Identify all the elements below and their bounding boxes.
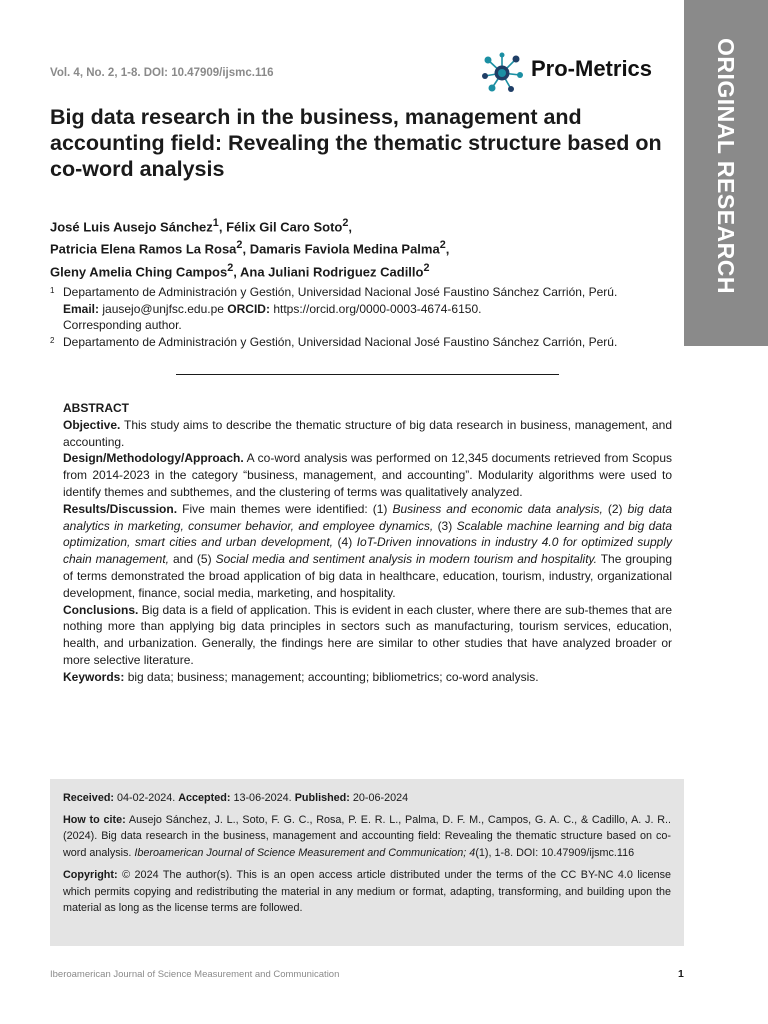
author-separator: ,	[233, 263, 241, 279]
published-date: 20-06-2024	[352, 792, 409, 804]
published-label: Published:	[294, 792, 350, 804]
article-info-box	[50, 779, 684, 946]
author-separator: ,	[445, 241, 450, 257]
results-rest: The grouping of terms demonstrated the broad application of big data in healthcare, education, tourism, industry, organizational development, finance, social media, marketing, and hospitality.	[63, 552, 673, 600]
design-label: Design/Methodology/Approach.	[63, 451, 244, 466]
abstract-conclusions	[63, 602, 672, 669]
side-tab	[684, 0, 768, 346]
author-affiliation-marker: 2	[227, 261, 234, 274]
author-affiliation-marker: 2	[423, 261, 430, 274]
theme-3: Scalable machine learning and big data optimization, smart cities and urban development,	[63, 518, 672, 550]
received-date: 04-02-2024.	[117, 792, 176, 804]
author-separator: ,	[218, 219, 227, 235]
design-text: A co-word analysis was performed on 12,345 documents retrieved from Scopus from 2014-2023 in the category “business, management, and accounting”. Modularity algorithms were used to identify themes and subthemes, and the clustering of terms was qualitatively analyzed.	[63, 451, 672, 499]
author-name: Ana Juliani Rodriguez Cadillo	[240, 263, 424, 279]
email-link[interactable]: jausejo@unjfsc.edu.pe	[102, 301, 224, 316]
cite-label: How to cite:	[63, 813, 126, 826]
copyright-label: Copyright:	[63, 868, 118, 881]
cite-journal: Iberoamerican Journal of Science Measurement and Communication; 4	[134, 847, 476, 860]
theme-4: IoT-Driven innovations in industry 4.0 for optimized supply chain management,	[63, 535, 672, 567]
received-label: Received:	[63, 792, 115, 804]
results-label: Results/Discussion.	[63, 501, 178, 516]
objective-label: Objective.	[63, 417, 121, 432]
affiliations	[50, 284, 675, 350]
orcid-label: ORCID:	[227, 301, 270, 316]
network-logo-icon	[479, 52, 525, 94]
keywords-label: Keywords:	[63, 669, 125, 684]
author-name: Gleny Amelia Ching Campos	[50, 263, 228, 279]
theme-5-prefix: and (5)	[172, 552, 212, 567]
affiliation-text: Departamento de Administración y Gestión, Universidad Nacional José Faustino Sánchez Carrión, Perú.	[63, 334, 618, 349]
accepted-label: Accepted:	[178, 792, 231, 804]
affiliation-2	[50, 334, 675, 351]
conclusions-label: Conclusions.	[63, 602, 139, 617]
copyright	[63, 867, 671, 917]
author-affiliation-marker: 2	[236, 239, 243, 252]
affiliation-marker: 2	[50, 335, 55, 345]
author-separator: ,	[242, 241, 250, 257]
abstract-heading: ABSTRACT	[63, 401, 129, 415]
conclusions-text: Big data is a field of application. This is evident in each cluster, where there are sub-themes that are nothing more than applying big data principles in sectors such as manufacturing, tourism services, education, health, and urbanization. Generally, the findings here are similar to other studies that have analyzed broader or more selective literature.	[63, 602, 672, 667]
theme-3-prefix: (3)	[437, 518, 453, 533]
affiliation-1	[50, 284, 675, 334]
author-name: Félix Gil Caro Soto	[226, 219, 343, 235]
accepted-date: 13-06-2024.	[233, 792, 292, 804]
email-label: Email:	[63, 301, 100, 316]
author-name: Patricia Elena Ramos La Rosa	[50, 241, 237, 257]
abstract-design	[63, 450, 672, 500]
corresponding-author-note: Corresponding author.	[63, 318, 182, 332]
cite-end[interactable]: (1), 1-8. DOI: 10.47909/ijsmc.116	[475, 847, 635, 860]
objective-text: This study aims to describe the thematic structure of big data research in business, management, and accounting.	[63, 417, 672, 449]
results-intro: Five main themes were identified: (1)	[182, 501, 388, 516]
author-affiliation-marker: 2	[342, 217, 349, 229]
theme-5: Social media and sentiment analysis in modern tourism and hospitality.	[215, 552, 597, 567]
abstract-results	[63, 501, 672, 602]
paper-title: Big data research in the business, management and accounting field: Revealing the thematic structure based on co-word analysis	[50, 105, 662, 181]
theme-1: Business and economic data analysis,	[392, 501, 603, 516]
theme-4-prefix: (4)	[337, 535, 353, 550]
separator-line	[176, 374, 559, 375]
orcid-link[interactable]: https://orcid.org/0000-0003-4674-6150.	[273, 301, 482, 316]
affiliation-marker: 1	[50, 286, 55, 295]
affiliation-text: Departamento de Administración y Gestión, Universidad Nacional José Faustino Sánchez Carrión, Perú.	[63, 285, 618, 299]
theme-2: big data analytics in marketing, consumer behavior, and employee dynamics,	[63, 501, 673, 533]
copyright-text: © 2024 The author(s). This is an open access article distributed under the terms of the CC BY-NC 4.0 license which permits copying and redistributing the material in any medium or format, adapting, transforming, and building upon the material as long as the license terms are followed.	[63, 868, 671, 915]
citation	[63, 812, 671, 862]
author-name: José Luis Ausejo Sánchez	[50, 219, 213, 235]
author-affiliation-marker: 1	[212, 217, 219, 229]
side-tab-label: ORIGINAL RESEARCH	[713, 38, 739, 294]
abstract	[63, 400, 672, 686]
keywords-text: big data; business; management; accounting; bibliometrics; co-word analysis.	[127, 669, 539, 684]
theme-2-prefix: (2)	[607, 501, 623, 516]
footer-journal-name: Iberoamerican Journal of Science Measurement and Communication	[50, 969, 340, 980]
abstract-keywords	[63, 669, 672, 686]
cite-text: Ausejo Sánchez, J. L., Soto, F. G. C., Rosa, P. E. R. L., Palma, D. F. M., Campos, G. A. C., & Cadillo, A. J. R.. (2024). Big data research in the business, management and accounting field: Revealing the thematic structure based on co-word analysis.	[63, 813, 672, 860]
logo-text: Pro-Metrics	[531, 56, 653, 81]
abstract-objective	[63, 417, 672, 451]
journal-logo	[479, 52, 674, 94]
author-separator: ,	[348, 219, 353, 235]
author-name: Damaris Faviola Medina Palma	[249, 241, 440, 257]
page-number: 1	[678, 968, 684, 980]
dates-line	[63, 790, 671, 807]
author-affiliation-marker: 2	[439, 239, 446, 252]
author-list	[50, 214, 680, 281]
volume-line: Vol. 4, No. 2, 1-8. DOI: 10.47909/ijsmc.116	[50, 67, 274, 79]
